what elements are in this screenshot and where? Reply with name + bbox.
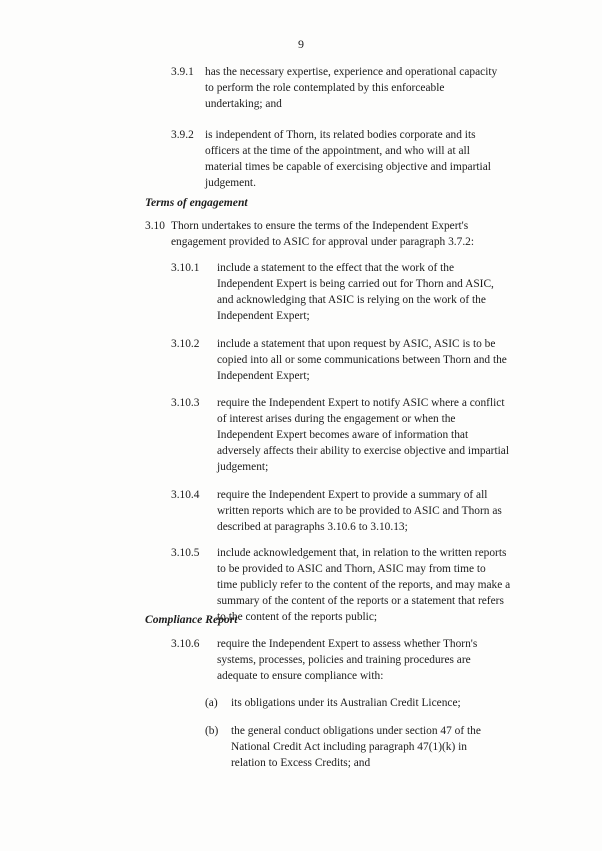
clause-line: copied into all or some communications between Thorn and the — [217, 354, 507, 366]
heading-compliance-report: Compliance Report — [145, 613, 238, 626]
clause-line: require the Independent Expert to notify ASIC where a conflict — [217, 397, 505, 409]
clause-line: Independent Expert; — [217, 370, 310, 382]
clause-line: to the content of the reports public; — [217, 611, 378, 623]
clause-line: judgement; — [217, 461, 269, 473]
clause-line: include acknowledgement that, in relation to the written reports — [217, 547, 507, 559]
clause-number: 3.10.5 — [171, 547, 200, 559]
clause-number: 3.9.2 — [171, 129, 194, 141]
clause-line: require the Independent Expert to provide a summary of all — [217, 489, 488, 501]
clause-line: adversely affects their ability to exercise objective and impartial — [217, 445, 510, 457]
clause-number: 3.10.2 — [171, 338, 200, 350]
clause-line: judgement. — [205, 177, 256, 189]
clause-line: time publicly refer to the content of the reports, and may make a — [217, 579, 511, 591]
paragraph-line: its obligations under its Australian Credit Licence; — [231, 697, 461, 709]
clause-line: include a statement to the effect that the work of the — [217, 262, 455, 274]
clause-line: described at paragraphs 3.10.6 to 3.10.13; — [217, 521, 408, 533]
clause-line: of interest arises during the engagement or when the — [217, 413, 456, 425]
clause-line: has the necessary expertise, experience and operational capacity — [205, 66, 498, 78]
clause-line: summary of the content of the reports or a statement that refers — [217, 595, 504, 607]
clause-line: and acknowledging that ASIC is relying on the work of the — [217, 294, 486, 306]
clause-number: 3.10 — [145, 220, 165, 232]
clause-number: 3.10.6 — [171, 638, 200, 650]
clause-line: Independent Expert is being carried out for Thorn and ASIC, — [217, 278, 494, 290]
clause-line: include a statement that upon request by ASIC, ASIC is to be — [217, 338, 496, 350]
clause-number: 3.10.3 — [171, 397, 200, 409]
clause-number: 3.9.1 — [171, 66, 194, 78]
clause-line: to be provided to ASIC and Thorn, ASIC may from time to — [217, 563, 486, 575]
clause-line: engagement provided to ASIC for approval under paragraph 3.7.2: — [171, 236, 475, 248]
clause-number: 3.10.1 — [171, 262, 200, 274]
clause-line: written reports which are to be provided to ASIC and Thorn as — [217, 505, 502, 517]
paragraph-line: National Credit Act including paragraph 47(1)(k) in — [231, 741, 467, 753]
paragraph-line: relation to Excess Credits; and — [231, 757, 371, 769]
clause-number: 3.10.4 — [171, 489, 200, 501]
clause-line: adequate to ensure compliance with: — [217, 670, 384, 682]
paragraph-number: (b) — [205, 725, 219, 737]
clause-line: Independent Expert; — [217, 310, 310, 322]
paragraph-number: (a) — [205, 697, 218, 709]
clause-line: Thorn undertakes to ensure the terms of the Independent Expert's — [171, 220, 469, 232]
page-number: 9 — [298, 37, 304, 51]
clause-line: material times be capable of exercising objective and impartial — [205, 161, 491, 173]
clause-line: undertaking; and — [205, 98, 282, 110]
clause-line: require the Independent Expert to assess whether Thorn's — [217, 638, 478, 650]
heading-terms-of-engagement: Terms of engagement — [145, 196, 248, 209]
clause-line: Independent Expert becomes aware of information that — [217, 429, 469, 441]
clause-line: is independent of Thorn, its related bodies corporate and its — [205, 129, 476, 141]
clause-line: systems, processes, policies and training procedures are — [217, 654, 471, 666]
clause-line: officers at the time of the appointment, and who will at all — [205, 145, 470, 157]
paragraph-line: the general conduct obligations under section 47 of the — [231, 725, 481, 737]
clause-line: to perform the role contemplated by this enforceable — [205, 82, 445, 94]
